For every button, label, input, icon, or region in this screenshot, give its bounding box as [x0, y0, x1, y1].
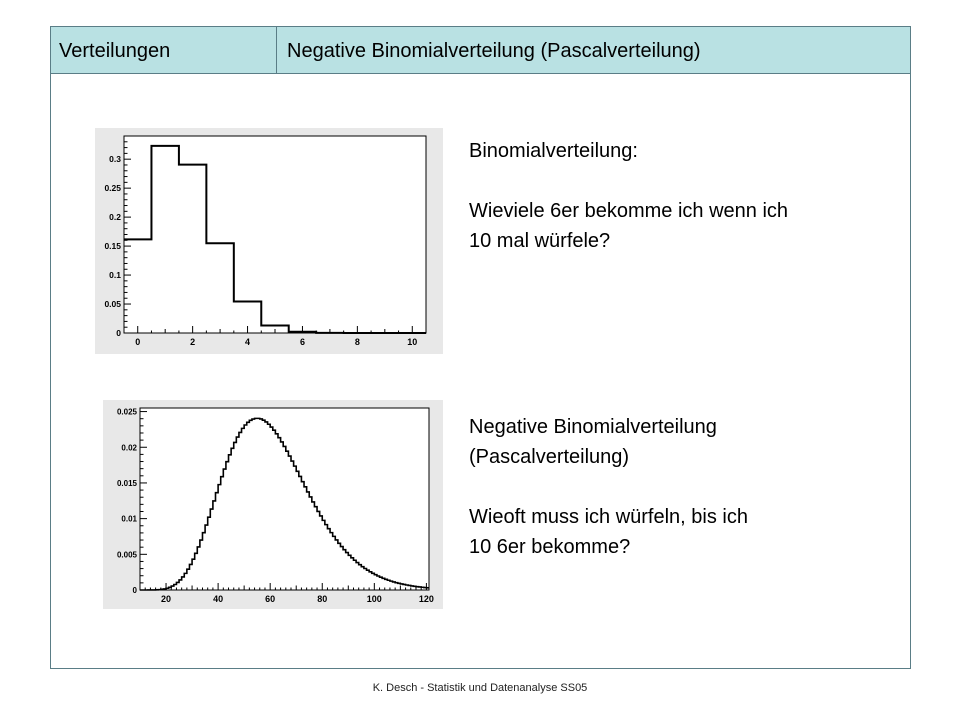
text-binomial-heading: Binomialverteilung:: [469, 140, 638, 162]
negbinom-xtick-label: 100: [366, 594, 382, 604]
negbinom-ytick-label: 0.015: [116, 478, 137, 488]
negbinom-xtick-label: 120: [418, 594, 434, 604]
binomial-ytick-label: 0: [116, 328, 121, 338]
binomial-ytick-label: 0.05: [104, 299, 121, 310]
negative-binomial-chart: [103, 400, 443, 609]
header-right-cell: [276, 26, 911, 74]
header-left-title: Verteilungen: [59, 40, 171, 62]
header-right-title: Negative Binomialverteilung (Pascalverteilung): [287, 40, 701, 62]
negbinom-ytick-label: 0.01: [121, 514, 137, 524]
negative-binomial-chart-svg: [103, 400, 443, 609]
binomial-xtick-label: 10: [407, 337, 418, 347]
negbinom-xtick-label: 20: [161, 594, 172, 604]
footer-text: K. Desch - Statistik und Datenanalyse SS05: [372, 682, 588, 694]
binomial-ytick-label: 0.15: [104, 241, 121, 252]
binomial-xtick-label: 4: [245, 337, 251, 347]
negbinom-ytick-label: 0: [132, 586, 137, 595]
header-left-cell: [50, 26, 277, 74]
text-negbinom-heading-1: Negative Binomialverteilung: [469, 416, 717, 438]
binomial-plot-area: [124, 136, 426, 333]
negbinom-ytick-label: 0.025: [116, 407, 137, 417]
binomial-chart: [95, 128, 443, 354]
binomial-ytick-label: 0.3: [109, 154, 121, 165]
binomial-chart-svg: [95, 128, 443, 354]
negbinom-plot-area: [140, 408, 429, 590]
text-binomial-question-2: 10 mal würfele?: [469, 230, 611, 252]
text-binomial-question-1: Wieviele 6er bekomme ich wenn ich: [469, 200, 789, 222]
binomial-xtick-label: 6: [299, 337, 305, 347]
binomial-xtick-label: 2: [190, 337, 196, 347]
binomial-xtick-label: 0: [135, 337, 141, 347]
text-negbinom-question-2: 10 6er bekomme?: [469, 536, 631, 558]
negbinom-ytick-label: 0.02: [121, 443, 137, 453]
text-negbinom-question-1: Wieoft muss ich würfeln, bis ich: [469, 506, 748, 528]
binomial-ytick-label: 0.1: [109, 270, 121, 281]
binomial-ytick-label: 0.2: [109, 212, 121, 223]
negbinom-ytick-label: 0.005: [116, 550, 137, 560]
negbinom-xtick-label: 60: [265, 594, 276, 604]
text-negbinom-heading-2: (Pascalverteilung): [469, 446, 630, 468]
binomial-xtick-label: 8: [354, 337, 360, 347]
binomial-ytick-label: 0.25: [104, 183, 121, 194]
negbinom-xtick-label: 80: [317, 594, 328, 604]
negbinom-xtick-label: 40: [213, 594, 224, 604]
